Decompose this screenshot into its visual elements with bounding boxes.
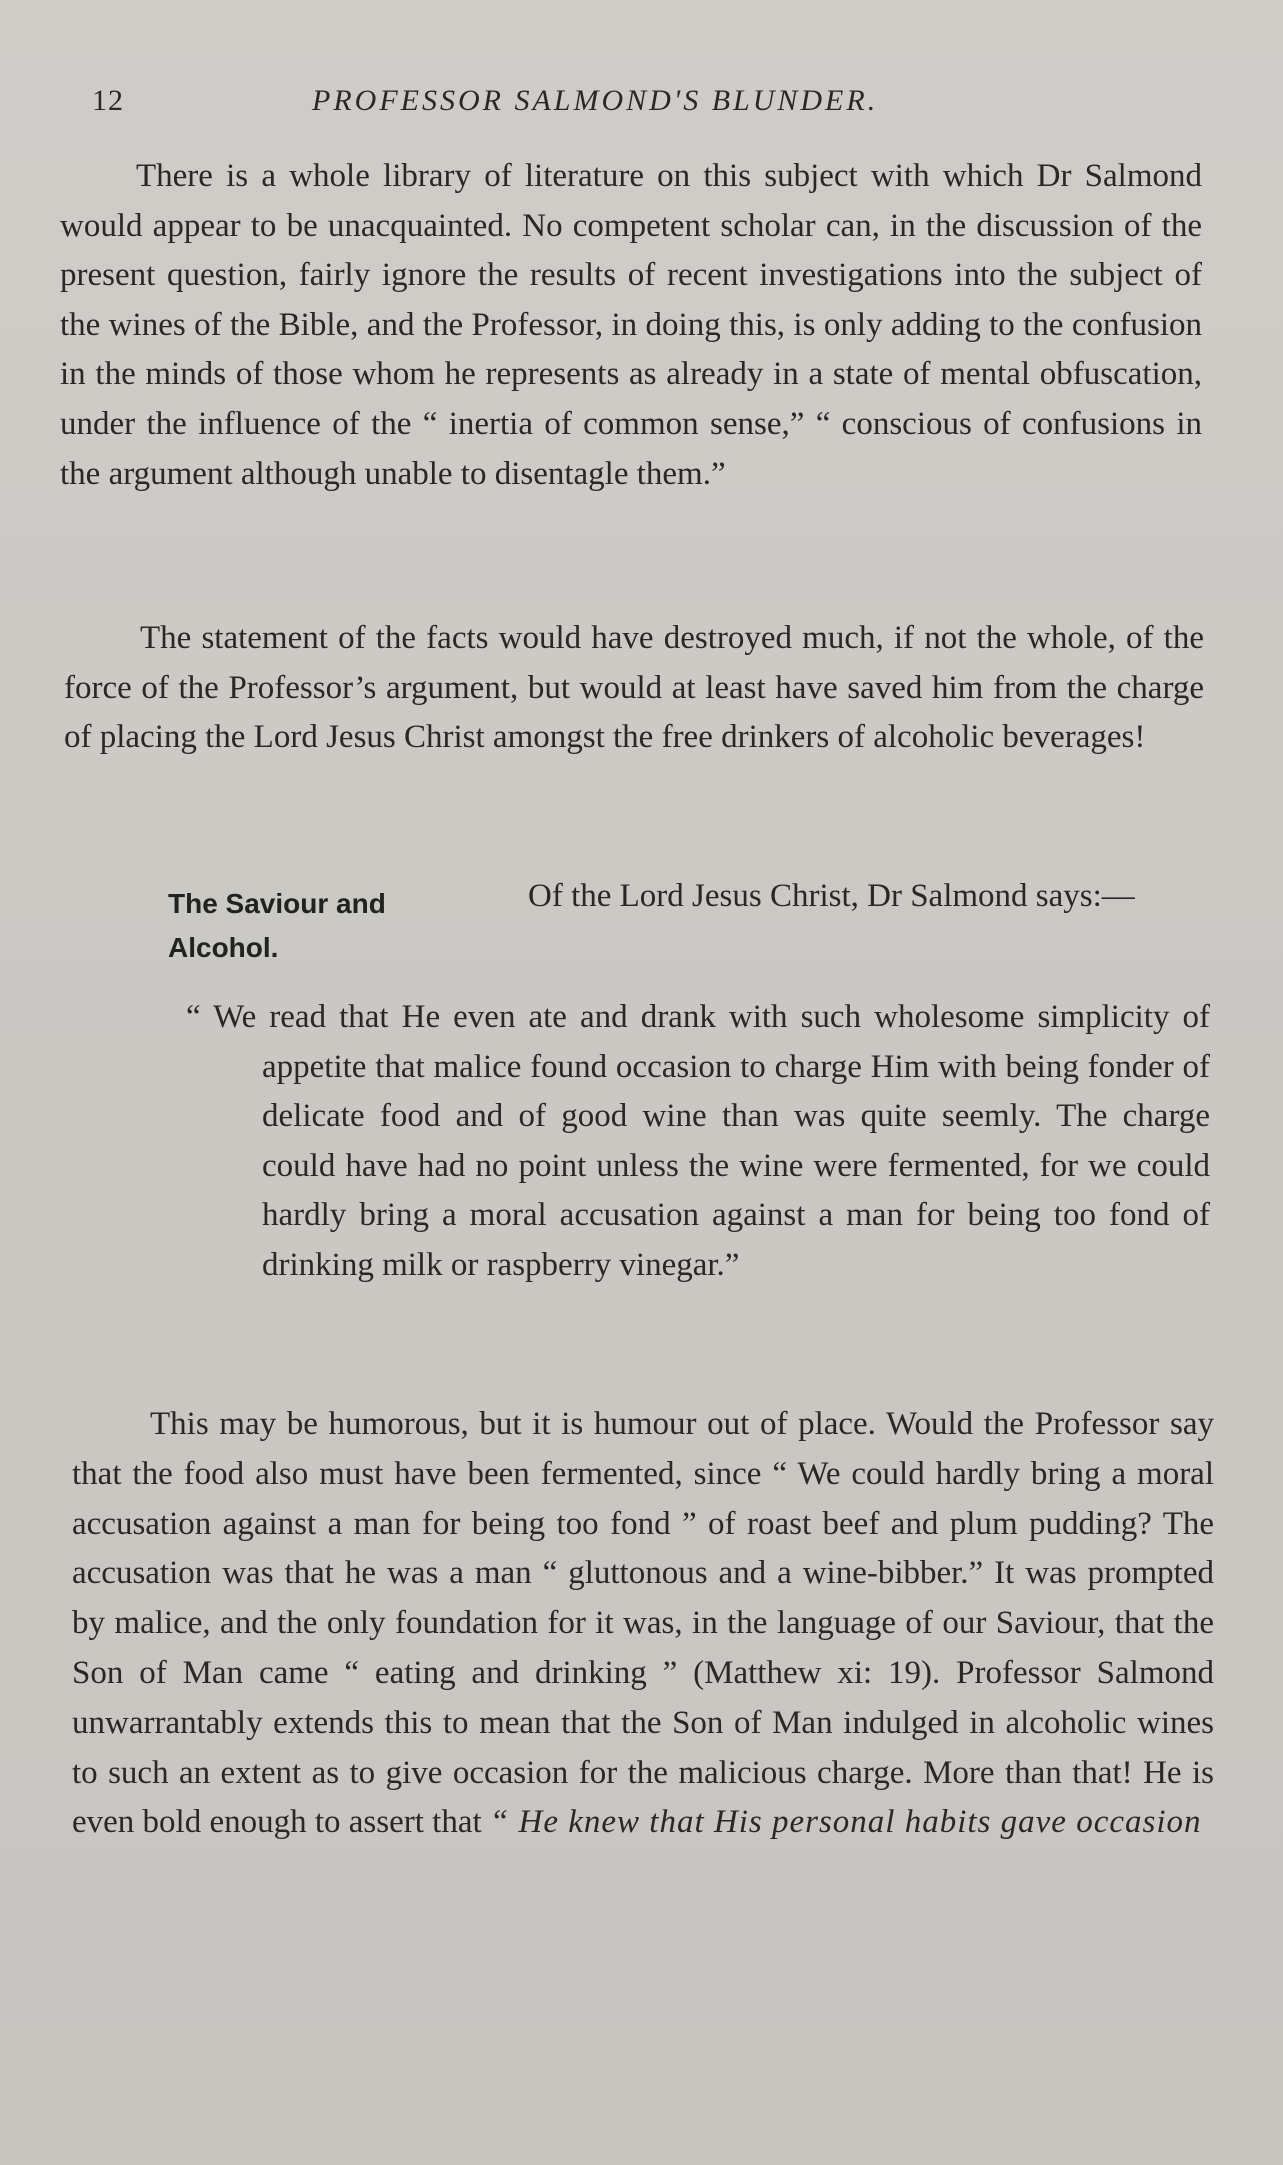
block-quotation	[186, 993, 1210, 1290]
page-number: 12	[92, 84, 124, 117]
paragraph-humour-text: This may be humorous, but it is humour out of place. Would the Professor say that the food also must have been fermented, since “ We could hardly bring a moral accusation against a man for being too fond ” of roast beef and plum pudding? The accusation was that he was a man “ gluttonous and a wine-bibber.” It was prompted by malice, and the only foundation for it was, in the language of our Saviour, that the Son of Man came “ eating and drinking ” (Matthew xi: 19). Professor Salmond unwarrantably extends this to mean that the Son of Man indulged in alcoholic wines to such an extent as to give occasion for the malicious charge. More than that! He is even bold enough to assert that	[72, 1406, 1214, 1841]
paragraph-library-of-literature: There is a whole library of literature on this subject with which Dr Salmond would appear to be unacquainted. No competent scholar can, in the discussion of the present question, fairly ignore the results of recent investigations into the subject of the wines of the Bible, and the Professor, in doing this, is only adding to the confusion in the minds of those whom he represents as already in a state of mental obfuscation, under the influence of the “ inertia of common sense,” “ conscious of confusions in the argument although unable to disentagle them.”	[60, 158, 1202, 492]
paragraph-statement-of-facts: The statement of the facts would have destroyed much, if not the whole, of the force of the Professor’s argument, but would at least have saved him from the charge of placing the Lord Jesus Christ amongst the free drinkers of alcoholic beverages!	[64, 620, 1204, 756]
quotation-text: “ We read that He even ate and drank with such wholesome simplicity of appetite that malice found occasion to charge Him with being fonder of delicate food and of good wine than was quite seemly. The charge could have had no point unless the wine were fermented, for we could hardly bring a moral accusation against a man for being too fond of drinking milk or raspberry vinegar.”	[186, 999, 1210, 1283]
paragraph-humour-out-of-place	[72, 1400, 1214, 1848]
margin-heading: The Saviour and Alcohol.	[168, 888, 386, 963]
running-title: PROFESSOR SALMOND'S BLUNDER.	[312, 84, 879, 117]
paragraph-dr-salmond-says: Of the Lord Jesus Christ, Dr Salmond says:—	[528, 878, 1135, 914]
italic-quotation-start: “ He knew that His personal habits gave occasion	[489, 1804, 1202, 1841]
running-head	[92, 84, 1192, 124]
